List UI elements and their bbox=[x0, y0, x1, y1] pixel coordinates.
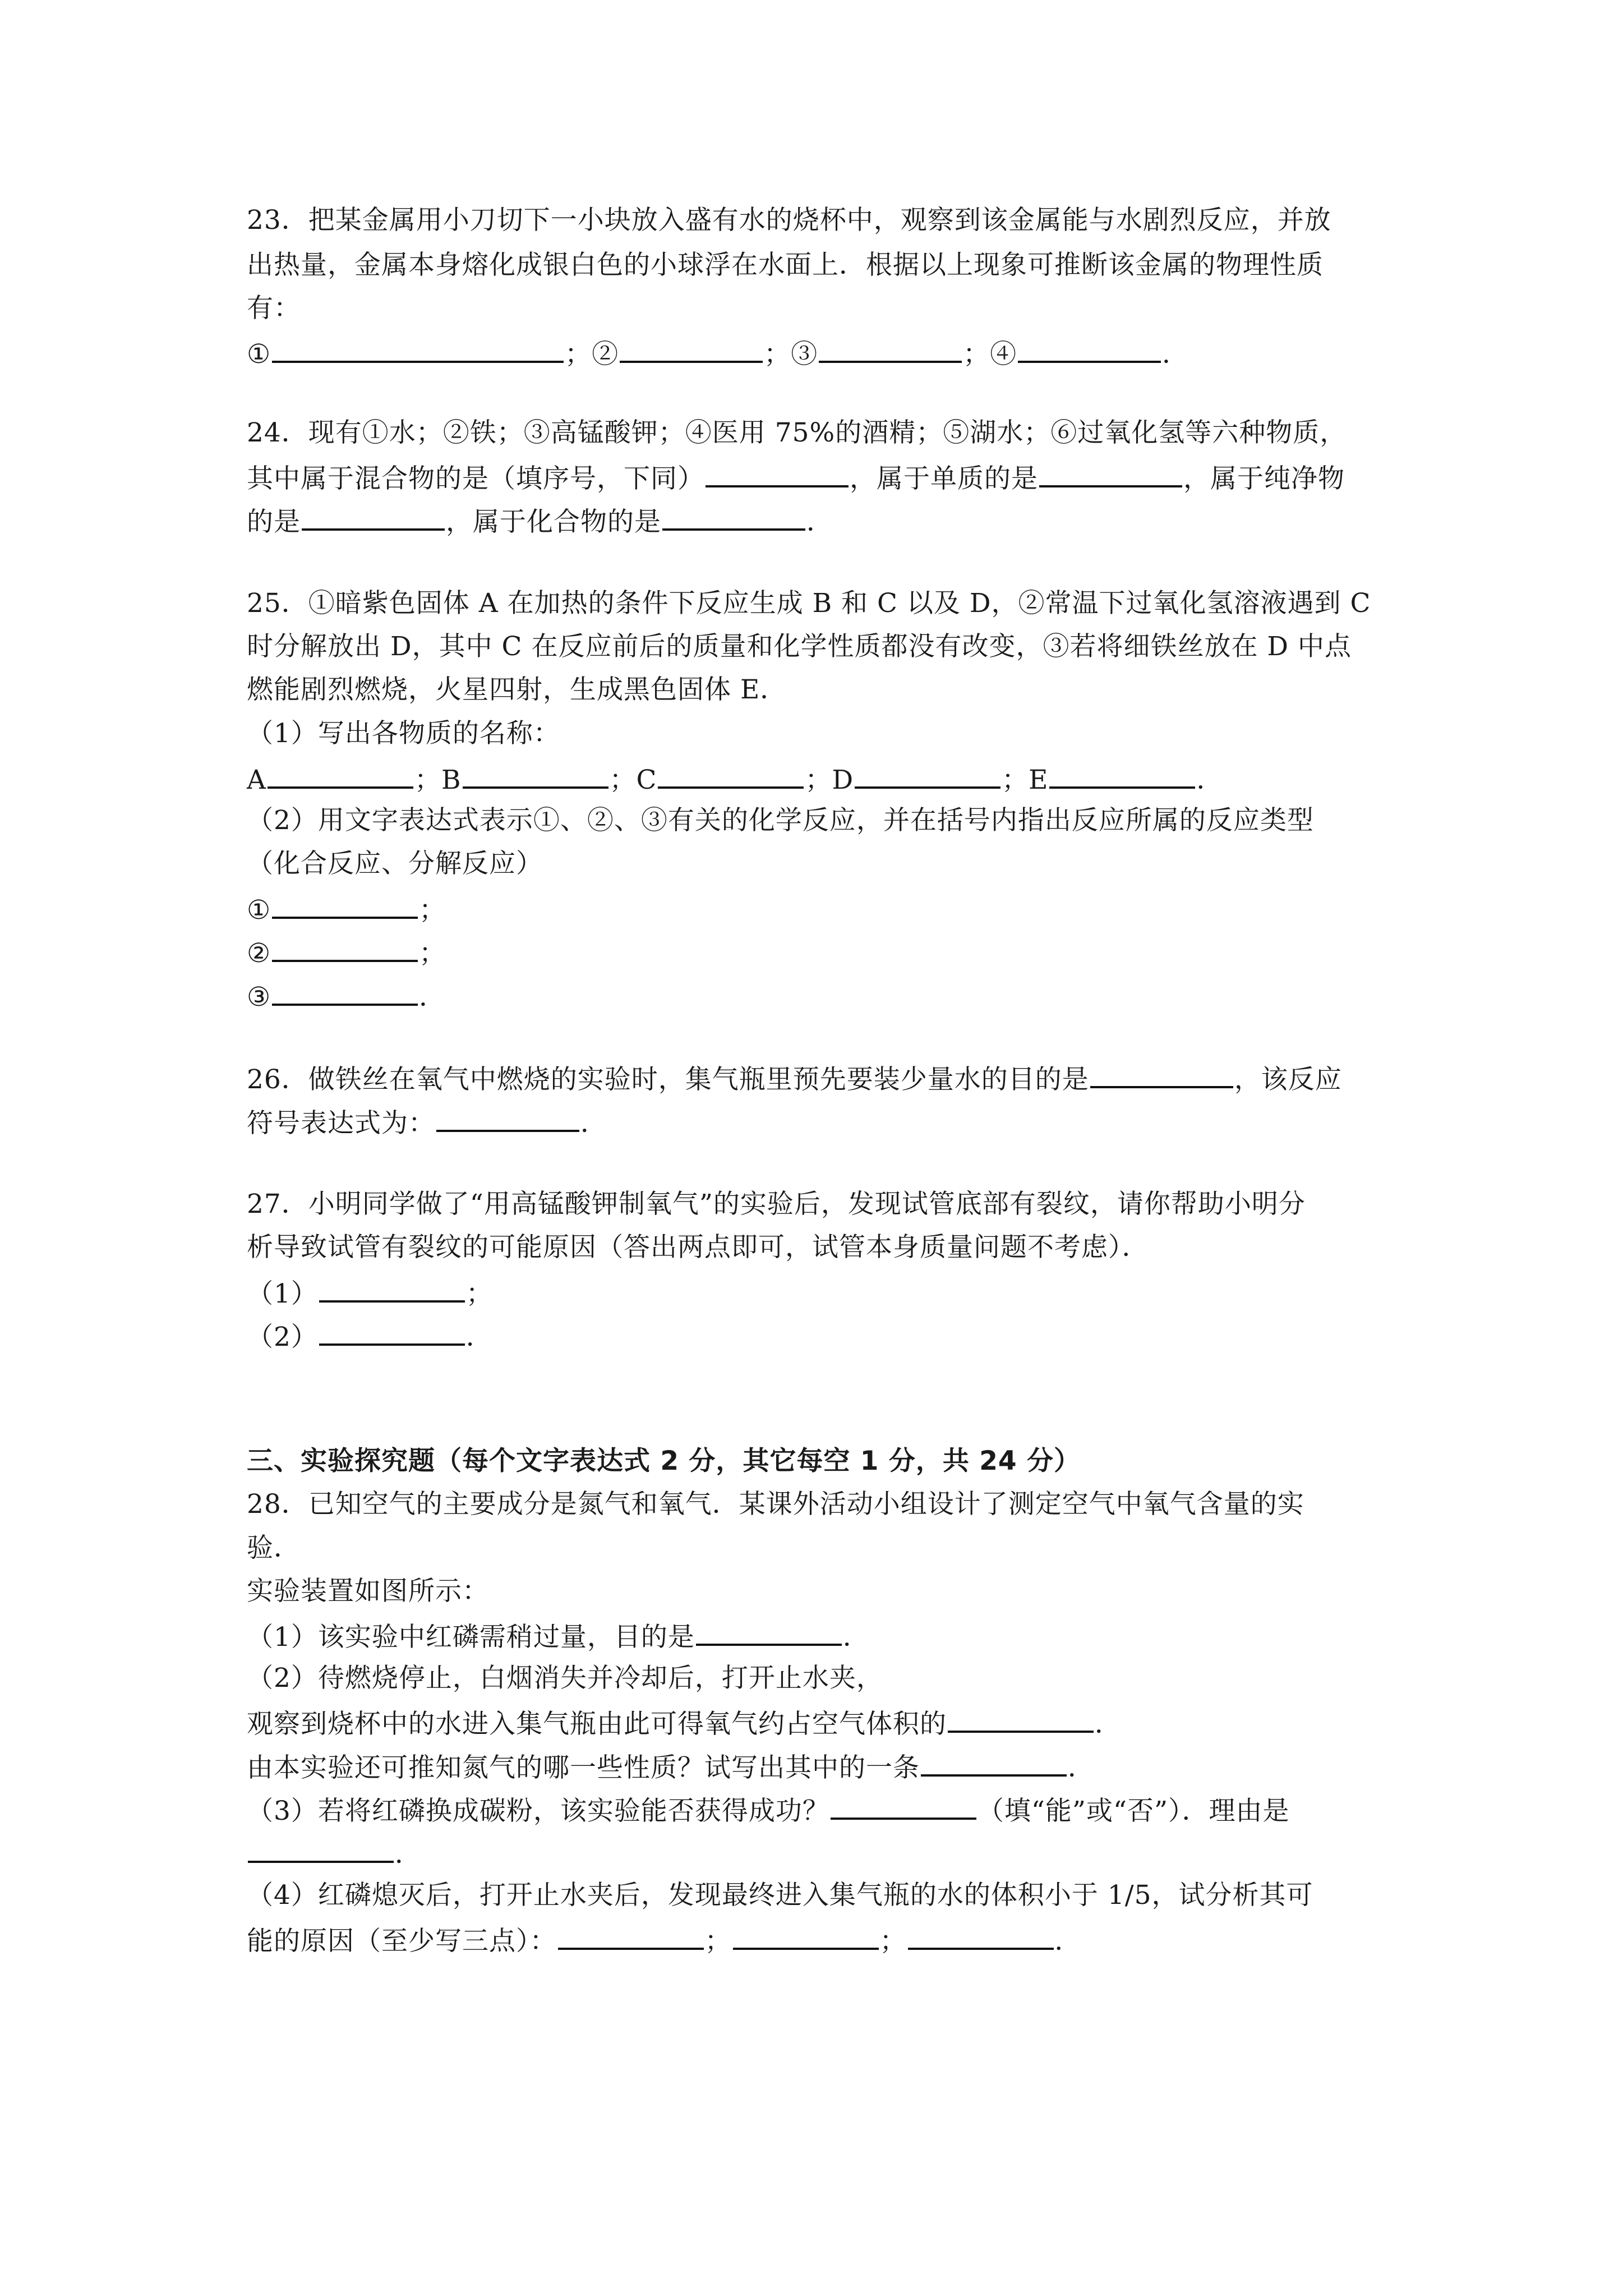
q25-sub-1: （1）写出各物质的名称： bbox=[247, 718, 560, 749]
q25-line-1: 25．①暗紫色固体 A 在加热的条件下反应生成 B 和 C 以及 D，②常温下过氧化氢溶液遇到 C bbox=[247, 588, 1371, 619]
q25-reaction-3-end: ． bbox=[419, 982, 446, 1013]
q24-line-1: 24．现有①水；②铁；③高锰酸钾；④医用 75%的酒精；⑤湖水；⑥过氧化氢等六种物质， bbox=[247, 417, 1347, 448]
q28-observe-text: 观察到烧杯中的水进入集气瓶由此可得氧气约占空气体积的 bbox=[247, 1709, 947, 1740]
q25-blank-a[interactable] bbox=[268, 761, 413, 789]
q25-reaction-1-end: ； bbox=[419, 895, 446, 926]
q28-blank-cause-1[interactable] bbox=[558, 1922, 704, 1950]
q24-text-compound: ，属于化合物的是 bbox=[446, 507, 661, 537]
q25-label-a: A bbox=[247, 765, 266, 795]
q25-label-d: ；D bbox=[805, 765, 854, 795]
q24-text-mixture: 其中属于混合物的是（填序号，下同） bbox=[247, 463, 704, 494]
q28-nitrogen-text: 由本实验还可推知氮气的哪一些性质？试写出其中的一条 bbox=[247, 1752, 920, 1783]
q25-sub-2-line-2: （化合反应、分解反应） bbox=[247, 848, 543, 879]
q23-line-2: 出热量，金属本身熔化成银白色的小球浮在水面上．根据以上现象可推断该金属的物理性质 bbox=[247, 250, 1324, 280]
q25-line-2: 时分解放出 D，其中 C 在反应前后的质量和化学性质都没有改变，③若将细铁丝放在 D 中点 bbox=[247, 631, 1352, 662]
q28-sub-3-reason: （填“能”或“否”）．理由是 bbox=[977, 1796, 1290, 1826]
q26-line-1 bbox=[247, 1060, 1391, 1097]
q28-line-1: 28．已知空气的主要成分是氮气和氧气．某课外活动小组设计了测定空气中氧气含量的实 bbox=[247, 1489, 1304, 1520]
q26-end: ． bbox=[580, 1108, 607, 1139]
q27-reason-1-end: ； bbox=[465, 1278, 493, 1309]
q28-sub-1-text: （1）该实验中红磷需稍过量，目的是 bbox=[247, 1622, 695, 1653]
q26-text-purpose: 26．做铁丝在氧气中燃烧的实验时，集气瓶里预先要装少量水的目的是 bbox=[247, 1064, 1089, 1095]
q25-label-e: ；E bbox=[1002, 765, 1049, 795]
q25-reaction-2-marker: ② bbox=[247, 938, 271, 969]
q28-sub-1 bbox=[247, 1618, 1391, 1654]
q28-sub-1-end: ． bbox=[842, 1622, 870, 1653]
q25-blank-c[interactable] bbox=[658, 761, 804, 789]
q26-text-symbol: 符号表达式为： bbox=[247, 1108, 435, 1139]
q28-sub-3-line-2 bbox=[247, 1835, 1391, 1871]
q24-blank-mixture[interactable] bbox=[706, 459, 849, 487]
q24-text-element: ，属于单质的是 bbox=[850, 463, 1038, 494]
q25-reaction-2-end: ； bbox=[419, 938, 446, 969]
q24-blank-compound[interactable] bbox=[662, 503, 805, 531]
q23-line-3: 有： bbox=[247, 293, 301, 324]
section-3-heading: 三、实验探究题（每个文字表达式 2 分，其它每空 1 分，共 24 分） bbox=[247, 1446, 1081, 1476]
q25-reaction-1-marker: ① bbox=[247, 895, 271, 926]
q23-marker-3: ；③ bbox=[764, 339, 818, 370]
q25-label-b: ；B bbox=[414, 765, 462, 795]
q28-sub-2-nitrogen bbox=[247, 1749, 1391, 1785]
q23-answers bbox=[247, 335, 1391, 371]
q28-blank-reason[interactable] bbox=[248, 1835, 394, 1863]
q26-line-2 bbox=[247, 1104, 1391, 1140]
q24-line-3 bbox=[247, 503, 1391, 539]
q25-label-c: ；C bbox=[609, 765, 657, 795]
q28-blank-nitrogen[interactable] bbox=[921, 1749, 1067, 1777]
q28-sub-4-line-1: （4）红磷熄灭后，打开止水夹后，发现最终进入集气瓶的水的体积小于 1/5，试分析其可 bbox=[247, 1880, 1313, 1911]
q28-blank-purpose[interactable] bbox=[696, 1618, 842, 1646]
q27-reason-1-label: （1） bbox=[247, 1278, 318, 1309]
q27-reason-2-label: （2） bbox=[247, 1322, 318, 1352]
q26-blank-symbol[interactable] bbox=[436, 1104, 579, 1132]
q28-sub-4-line-2 bbox=[247, 1922, 1391, 1958]
q28-line-2: 验． bbox=[247, 1533, 301, 1563]
q28-sub-2-observe bbox=[247, 1705, 1391, 1741]
q27-line-1: 27．小明同学做了“用高锰酸钾制氧气”的实验后，发现试管底部有裂纹，请你帮助小明分 bbox=[247, 1189, 1306, 1220]
q24-text-pure: ，属于纯净物 bbox=[1183, 463, 1345, 494]
q27-reason-1 bbox=[247, 1274, 1391, 1311]
q28-sub-3-end: ． bbox=[395, 1839, 422, 1870]
q27-blank-reason-1[interactable] bbox=[319, 1274, 465, 1303]
q23-blank-3[interactable] bbox=[819, 335, 962, 363]
q28-sub-2: （2）待燃烧停止，白烟消失并冷却后，打开止水夹， bbox=[247, 1663, 883, 1694]
q28-sub-3-text: （3）若将红磷换成碳粉，该实验能否获得成功？ bbox=[247, 1796, 829, 1826]
q25-reaction-3 bbox=[247, 978, 1391, 1014]
q23-marker-4: ；④ bbox=[963, 339, 1017, 370]
q28-blank-volume[interactable] bbox=[948, 1705, 1094, 1733]
q23-marker-2: ；② bbox=[565, 339, 619, 370]
q23-marker-1: ① bbox=[247, 339, 271, 370]
q25-names-end: ． bbox=[1196, 765, 1224, 795]
q28-sub-4-sep-1: ； bbox=[704, 1926, 732, 1957]
q27-line-2: 析导致试管有裂纹的可能原因（答出两点即可，试管本身质量问题不考虑）． bbox=[247, 1232, 1149, 1263]
q27-reason-2-end: ． bbox=[465, 1322, 493, 1352]
q23-line-1: 23．把某金属用小刀切下一小块放入盛有水的烧杯中，观察到该金属能与水剧烈反应，并放 bbox=[247, 205, 1331, 236]
q28-observe-end: ． bbox=[1095, 1709, 1122, 1740]
q28-line-3: 实验装置如图所示： bbox=[247, 1576, 489, 1607]
q25-names bbox=[247, 761, 1391, 797]
q24-end: ． bbox=[806, 507, 833, 537]
q24-blank-pure[interactable] bbox=[302, 503, 445, 531]
q24-line-2 bbox=[247, 459, 1391, 496]
q28-nitrogen-end: ． bbox=[1068, 1752, 1095, 1783]
q23-end: ． bbox=[1162, 339, 1189, 370]
q26-text-reaction: ，该反应 bbox=[1234, 1064, 1342, 1095]
q25-blank-d[interactable] bbox=[855, 761, 1000, 789]
q26-blank-purpose[interactable] bbox=[1090, 1060, 1233, 1088]
q23-blank-2[interactable] bbox=[620, 335, 763, 363]
q27-reason-2 bbox=[247, 1318, 1391, 1354]
q23-blank-4[interactable] bbox=[1018, 335, 1161, 363]
q23-blank-1[interactable] bbox=[272, 335, 564, 363]
q25-blank-reaction-3[interactable] bbox=[272, 978, 418, 1006]
q24-blank-element[interactable] bbox=[1039, 459, 1182, 487]
q28-sub-4-end: ． bbox=[1054, 1926, 1082, 1957]
q25-reaction-2 bbox=[247, 934, 1391, 970]
q27-blank-reason-2[interactable] bbox=[319, 1318, 465, 1346]
q25-reaction-3-marker: ③ bbox=[247, 982, 271, 1013]
q25-line-3: 燃能剧烈燃烧，火星四射，生成黑色固体 E． bbox=[247, 674, 787, 705]
q28-sub-3 bbox=[247, 1792, 1391, 1828]
q28-sub-4-sep-2: ； bbox=[879, 1926, 907, 1957]
q25-blank-reaction-2[interactable] bbox=[272, 934, 418, 962]
q25-blank-b[interactable] bbox=[463, 761, 608, 789]
q25-blank-reaction-1[interactable] bbox=[272, 891, 418, 919]
q25-reaction-1 bbox=[247, 891, 1391, 927]
q25-blank-e[interactable] bbox=[1049, 761, 1195, 789]
q28-blank-cause-2[interactable] bbox=[733, 1922, 879, 1950]
q28-blank-success[interactable] bbox=[831, 1792, 976, 1820]
q24-text-is: 的是 bbox=[247, 507, 301, 537]
q28-sub-4-text: 能的原因（至少写三点）： bbox=[247, 1926, 557, 1957]
q25-sub-2-line-1: （2）用文字表达式表示①、②、③有关的化学反应，并在括号内指出反应所属的反应类型 bbox=[247, 805, 1314, 836]
q28-blank-cause-3[interactable] bbox=[908, 1922, 1054, 1950]
